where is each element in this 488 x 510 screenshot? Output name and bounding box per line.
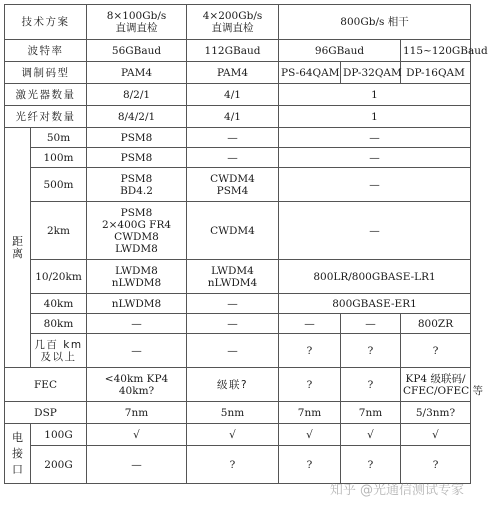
distance-c3: — [279, 148, 471, 168]
distance-value: 80km [31, 314, 87, 334]
dsp-c4: 7nm [341, 402, 401, 424]
fibers-c1: 8/4/2/1 [87, 106, 187, 128]
baud-c5: 115~120GBaud [401, 40, 471, 62]
electrical-label [5, 424, 31, 484]
distance-c1-line: LWDM8 [115, 264, 158, 277]
distance-c1 [87, 334, 187, 368]
distance-c2 [187, 260, 279, 294]
electrical-c1: — [87, 446, 187, 484]
electrical-c2: √ [187, 424, 279, 446]
lasers-c2: 4/1 [187, 84, 279, 106]
fec-c5-line: KP4 级联码/ [405, 372, 466, 385]
distance-c1-line: PSM8 [120, 172, 153, 185]
distance-c3: — [279, 314, 341, 334]
comparison-table [4, 4, 488, 484]
distance-value-line: 及以上 [40, 350, 77, 363]
distance-c1 [87, 148, 187, 168]
dsp-c5: 5/3nm? [401, 402, 471, 424]
distance-c1-line: LWDM8 [115, 242, 158, 255]
distance-label [5, 128, 31, 368]
header-scheme: 技术方案 [5, 5, 87, 40]
fibers-label: 光纤对数量 [5, 106, 87, 128]
distance-label-char: 离 [12, 246, 23, 260]
distance-c1-line: — [131, 317, 142, 330]
mod-c3: PS-64QAM [279, 62, 341, 84]
header-col1 [87, 5, 187, 40]
distance-c2-line: CWDM4 [210, 172, 255, 185]
distance-value: 50m [31, 128, 87, 148]
distance-c2-line: nLWDM4 [207, 276, 258, 289]
distance-row [5, 148, 471, 168]
header-coherent: 800Gb/s 相干 [279, 5, 471, 40]
distance-row [5, 334, 471, 368]
electrical-c3: √ [279, 424, 341, 446]
distance-c3: ? [279, 334, 341, 368]
distance-value: 500m [31, 168, 87, 202]
distance-c1 [87, 294, 187, 314]
mod-c2: PAM4 [187, 62, 279, 84]
distance-c1-line: nLWDM8 [111, 297, 162, 310]
distance-c2 [187, 168, 279, 202]
electrical-type: 200G [31, 446, 87, 484]
distance-c2: — [187, 334, 279, 368]
distance-row [5, 202, 471, 260]
distance-c1-line: PSM8 [120, 206, 153, 219]
distance-c1 [87, 202, 187, 260]
distance-c3: — [279, 202, 471, 260]
fec-c3: ? [279, 368, 341, 402]
lasers-row [5, 84, 471, 106]
baud-c2: 112GBaud [187, 40, 279, 62]
electrical-c4: ? [341, 446, 401, 484]
electrical-c4: √ [341, 424, 401, 446]
electrical-label-char: 接 [12, 446, 23, 460]
dsp-c2: 5nm [187, 402, 279, 424]
watermark: 知乎 @光通信测试专家 [329, 483, 464, 498]
lasers-c1: 8/2/1 [87, 84, 187, 106]
fec-c1-line: <40km KP4 [104, 372, 169, 385]
fibers-c2: 4/1 [187, 106, 279, 128]
baud-c3: 96GBaud [279, 40, 401, 62]
mod-c4: DP-32QAM [341, 62, 401, 84]
header-col2-line: 4×200Gb/s [202, 10, 263, 22]
distance-c1-line: CWDM8 [114, 230, 159, 243]
mod-c5: DP-16QAM [401, 62, 471, 84]
header-col1-line: 8×100Gb/s [106, 10, 167, 22]
distance-row [5, 260, 471, 294]
fibers-row [5, 106, 471, 128]
modulation-row [5, 62, 471, 84]
fec-label: FEC [5, 368, 87, 402]
baud-c1: 56GBaud [87, 40, 187, 62]
fec-c1-line: 40km? [118, 384, 155, 397]
electrical-c3: ? [279, 446, 341, 484]
distance-row [5, 314, 471, 334]
electrical-c5: ? [401, 446, 471, 484]
dsp-c3: 7nm [279, 402, 341, 424]
distance-value-line: 几百 km [34, 338, 83, 351]
distance-c2: — [187, 128, 279, 148]
distance-c4: — [341, 314, 401, 334]
dsp-c1: 7nm [87, 402, 187, 424]
fec-c4: ? [341, 368, 401, 402]
distance-c1 [87, 128, 187, 148]
fec-c1 [87, 368, 187, 402]
baud-row [5, 40, 471, 62]
distance-c1 [87, 260, 187, 294]
distance-c1 [87, 314, 187, 334]
distance-c2: CWDM4 [187, 202, 279, 260]
distance-c2: — [187, 314, 279, 334]
electrical-type: 100G [31, 424, 87, 446]
mod-label: 调制码型 [5, 62, 87, 84]
distance-c4: ? [341, 334, 401, 368]
distance-value [31, 334, 87, 368]
electrical-c2: ? [187, 446, 279, 484]
distance-c3: 800LR/800GBASE-LR1 [279, 260, 471, 294]
electrical-row [5, 446, 471, 484]
fec-c2: 级联? [187, 368, 279, 402]
electrical-row [5, 424, 471, 446]
electrical-label-char: 口 [12, 462, 23, 476]
distance-c3: 800GBASE-ER1 [279, 294, 471, 314]
distance-c1 [87, 168, 187, 202]
distance-c2-line: PSM4 [216, 184, 249, 197]
electrical-c5: √ [401, 424, 471, 446]
distance-c5: 800ZR [401, 314, 471, 334]
fec-c5 [401, 368, 483, 402]
dsp-row [5, 402, 471, 424]
distance-value: 100m [31, 148, 87, 168]
distance-c2: — [187, 148, 279, 168]
distance-c1-line: 2×400G FR4 [101, 218, 172, 231]
distance-c2: — [187, 294, 279, 314]
distance-value: 10/20km [31, 260, 87, 294]
distance-label-char: 距 [12, 234, 23, 248]
fec-row [5, 368, 471, 402]
header-col2 [187, 5, 279, 40]
dsp-label: DSP [5, 402, 87, 424]
fibers-c3: 1 [279, 106, 471, 128]
distance-c1-line: nLWDM8 [111, 276, 162, 289]
electrical-c1: √ [87, 424, 187, 446]
header-row [5, 5, 471, 40]
electrical-label-char: 电 [12, 430, 23, 444]
fec-c5-line: CFEC/OFEC 等 [403, 384, 483, 397]
distance-value: 40km [31, 294, 87, 314]
lasers-c3: 1 [279, 84, 471, 106]
distance-c1-line: PSM8 [120, 151, 153, 164]
distance-c2-line: LWDM4 [211, 264, 254, 277]
distance-c1-line: PSM8 [120, 131, 153, 144]
lasers-label: 激光器数量 [5, 84, 87, 106]
distance-c5: ? [401, 334, 471, 368]
distance-c1-line: BD4.2 [120, 184, 153, 197]
distance-c1-line: — [131, 344, 142, 357]
distance-row [5, 168, 471, 202]
baud-label: 波特率 [5, 40, 87, 62]
mod-c1: PAM4 [87, 62, 187, 84]
header-col1-line: 直调直检 [115, 22, 158, 34]
distance-c3: — [279, 128, 471, 148]
distance-row [5, 294, 471, 314]
distance-value: 2km [31, 202, 87, 260]
header-col2-line: 直调直检 [211, 22, 254, 34]
distance-c3: — [279, 168, 471, 202]
distance-row [5, 128, 471, 148]
